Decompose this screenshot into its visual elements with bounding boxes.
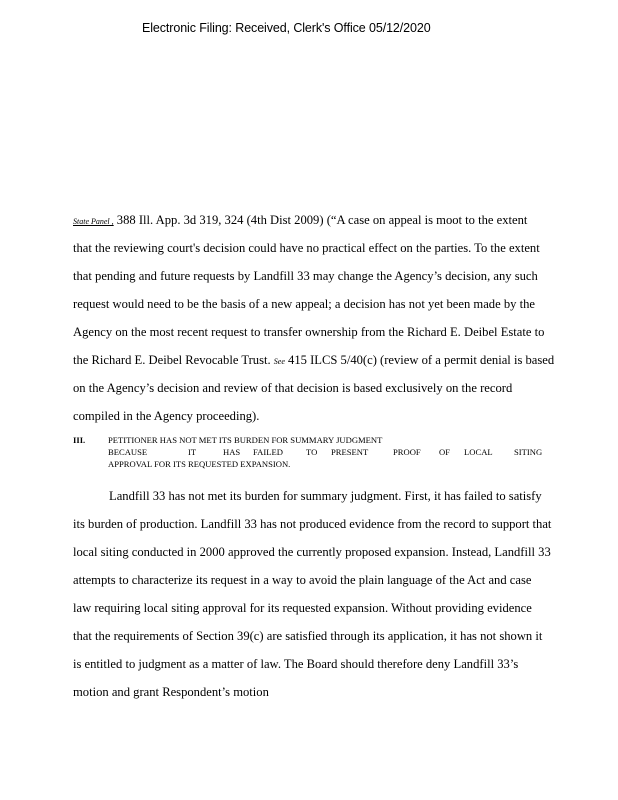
paragraph-mootness	[73, 206, 585, 430]
heading-word: IT	[188, 447, 197, 457]
see-signal: See	[273, 357, 285, 366]
heading-line: PETITIONER HAS NOT MET ITS BURDEN FOR SUMMARY JUDGMENT	[108, 435, 383, 445]
paragraph-burden	[73, 482, 585, 706]
heading-word: TO	[306, 447, 318, 457]
heading-word: SITING	[514, 447, 543, 457]
para-line: that pending and future requests by Landfill 33 may change the Agency’s decision, any such	[73, 269, 538, 283]
para-line: that the requirements of Section 39(c) are satisfied through its application, it has not shown it	[73, 629, 543, 643]
para-line: that the reviewing court's decision could have no practical effect on the parties. To the extent	[73, 241, 540, 255]
para-line: compiled in the Agency proceeding).	[73, 409, 260, 423]
heading-word: FAILED	[253, 447, 283, 457]
para-line: law requiring local siting approval for its requested expansion. Without providing evidence	[73, 601, 532, 615]
para-line: motion and grant Respondent’s motion	[73, 685, 269, 699]
para-line: Landfill 33 has not met its burden for summary judgment. First, it has failed to satisfy	[109, 489, 542, 503]
para-line: on the Agency’s decision and review of that decision is based exclusively on the record	[73, 381, 513, 395]
section-number: III.	[73, 435, 86, 445]
para-line: request would need to be the basis of a new appeal; a decision has not yet been made by the	[73, 297, 535, 311]
heading-word: HAS	[223, 447, 241, 457]
para-line: its burden of production. Landfill 33 has not produced evidence from the record to support that	[73, 517, 552, 531]
case-citation-prefix: State Panel ,	[73, 217, 114, 226]
heading-line-justified	[108, 447, 542, 457]
line-text: 415 ILCS 5/40(c) (review of a permit denial is based	[284, 353, 555, 367]
heading-word: PROOF	[393, 447, 421, 457]
line-text: the Richard E. Deibel Revocable Trust.	[73, 353, 271, 367]
para-line: Agency on the most recent request to transfer ownership from the Richard E. Deibel Estate to	[73, 325, 545, 339]
heading-word: BECAUSE	[108, 447, 148, 457]
heading-word: PRESENT	[331, 447, 369, 457]
line-text: 388 Ill. App. 3d 319, 324 (4th Dist 2009) (“A case on appeal is moot to the extent	[113, 213, 528, 227]
para-line	[73, 346, 585, 374]
para-line: attempts to characterize its request in a way to avoid the plain language of the Act and case	[73, 573, 532, 587]
para-line: local siting conducted in 2000 approved the currently proposed expansion. Instead, Landfill 33	[73, 545, 551, 559]
electronic-filing-header: Electronic Filing: Received, Clerk's Office 05/12/2020	[142, 21, 431, 35]
para-line: is entitled to judgment as a matter of law. The Board should therefore deny Landfill 33’s	[73, 657, 519, 671]
para-line	[73, 206, 585, 234]
heading-word: OF	[439, 447, 450, 457]
heading-line: APPROVAL FOR ITS REQUESTED EXPANSION.	[108, 459, 291, 469]
heading-word: LOCAL	[464, 447, 493, 457]
